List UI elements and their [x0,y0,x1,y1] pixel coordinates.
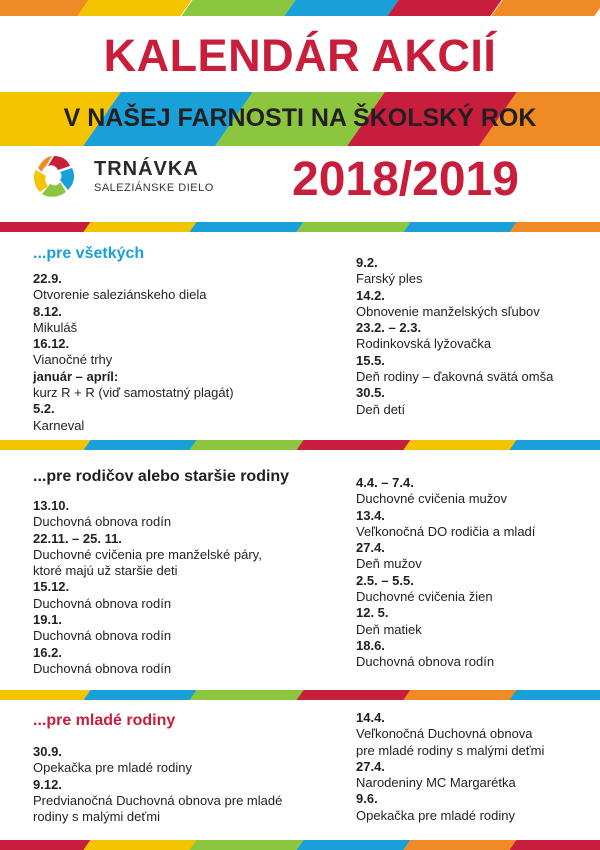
brand-subtitle: SALEZIÁNSKE DIELO [94,182,214,194]
section-separator [0,222,600,232]
events-young-left [33,744,282,825]
event-item [33,777,282,826]
event-description: kurz R + R (viď samostatný plagát) [33,385,234,401]
event-date: 14.2. [356,287,385,303]
event-item [356,385,553,418]
event-date: 9.12. [33,776,62,792]
event-item [356,475,535,508]
event-description: Deň detí [356,401,406,417]
event-description: Deň mužov [356,556,422,572]
event-date: 16.2. [33,644,62,660]
event-item [33,336,234,369]
event-description: Deň rodiny – ďakovná svätá omša [356,369,554,385]
event-description: Karneval [33,417,85,433]
event-item [356,508,535,541]
event-description: Duchovná obnova rodín [33,660,172,676]
event-item [356,638,535,671]
section-title-all: ...pre všetkých [33,245,145,262]
page-subtitle: V NAŠEJ FARNOSTI NA ŠKOLSKÝ ROK [63,104,537,132]
event-description: Veľkonočná Duchovná obnova [356,726,533,742]
event-item [33,612,262,645]
event-date: január – apríl: [33,368,119,384]
event-item [356,353,553,386]
event-date: 9.6. [356,791,378,807]
event-date: 2.5. – 5.5. [356,572,414,588]
event-item [33,645,262,678]
events-parents-right [356,475,535,671]
event-date: 8.12. [33,303,62,319]
brand-name: TRNÁVKA [94,158,199,180]
event-description: Opekačka pre mladé rodiny [356,807,515,823]
school-year: 2018/2019 [292,153,519,206]
event-item [356,540,535,573]
trnavka-logo-icon [28,152,80,200]
events-young-right [356,710,544,824]
event-item [356,710,544,759]
event-date: 4.4. – 7.4. [356,475,414,490]
event-item [33,271,234,304]
event-date: 30.9. [33,744,62,759]
event-item [33,304,234,337]
event-date: 15.5. [356,352,385,368]
event-description: Rodinkovská lyžovačka [356,336,492,352]
event-item [356,288,553,321]
event-description: Obnovenie manželských sľubov [356,303,540,319]
event-item [356,320,553,353]
event-item [33,498,262,531]
event-date: 30.5. [356,385,385,401]
event-date: 19.1. [33,612,62,628]
event-description: Duchovná obnova rodín [33,628,172,644]
event-date: 9.2. [356,255,378,270]
event-description: Duchovné cvičenia žien [356,589,493,605]
section-title-parents: ...pre rodičov alebo staršie rodiny [33,468,290,485]
events-all-left [33,271,234,434]
event-description: Duchovné cvičenia pre manželské páry, [33,546,262,562]
event-date: 22.9. [33,271,62,286]
event-item [33,369,234,402]
event-date: 13.10. [33,498,70,513]
event-description: Duchovné cvičenia mužov [356,491,508,507]
events-all-right [356,255,553,418]
event-description: Farský ples [356,271,423,287]
event-description: Opekačka pre mladé rodiny [33,760,192,776]
event-date: 18.6. [356,637,385,653]
events-parents-left [33,498,262,677]
event-description: Narodeniny MC Margarétka [356,775,516,791]
event-description: Predvianočná Duchovná obnova pre mladé [33,792,283,808]
event-description: Duchovná obnova rodín [356,654,495,670]
event-description: Veľkonočná DO rodičia a mladí [356,523,536,539]
event-item [356,573,535,606]
section-separator [0,440,600,450]
event-date: 27.4. [356,540,385,556]
event-item [356,759,544,792]
event-item [356,255,553,288]
event-date: 13.4. [356,507,385,523]
event-description: Vianočné trhy [33,352,113,368]
page-title: KALENDÁR AKCIÍ [103,30,497,81]
event-date: 12. 5. [356,605,389,621]
event-item [33,744,282,777]
event-description: ktoré majú už staršie deti [33,563,178,579]
event-description: pre mladé rodiny s malými deťmi [356,742,545,758]
event-description: Otvorenie saleziánskeho diela [33,287,207,303]
section-title-young: ...pre mladé rodiny [33,712,176,729]
event-date: 23.2. – 2.3. [356,320,422,336]
event-item [356,791,544,824]
event-item [356,605,535,638]
event-item [33,531,262,580]
event-date: 14.4. [356,710,385,725]
event-date: 27.4. [356,758,385,774]
top-color-stripe [0,0,600,16]
event-description: Duchovná obnova rodín [33,514,172,530]
event-description: Duchovná obnova rodín [33,595,172,611]
event-description: Mikuláš [33,319,78,335]
event-date: 5.2. [33,401,55,417]
event-description: Deň matiek [356,621,422,637]
event-date: 22.11. – 25. 11. [33,530,122,546]
event-date: 16.12. [33,336,70,352]
event-item [33,579,262,612]
event-description: rodiny s malými deťmi [33,809,160,825]
section-separator [0,690,600,700]
event-date: 15.12. [33,579,70,595]
event-item [33,401,234,434]
